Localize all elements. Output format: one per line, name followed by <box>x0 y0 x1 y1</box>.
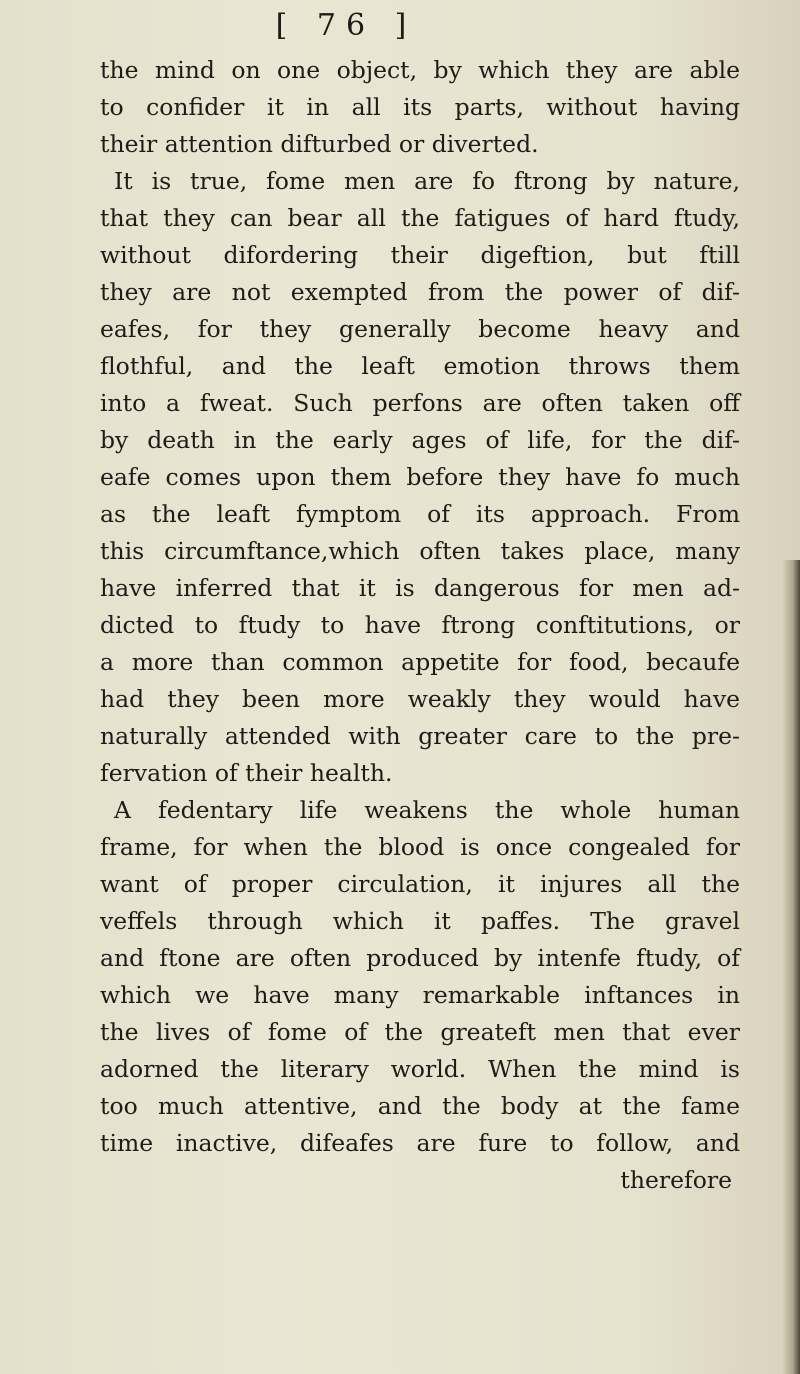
text-line: frame, for when the blood is once congealed for <box>100 833 740 861</box>
text-line: fervation of their health. <box>100 759 393 787</box>
text-line: want of proper circulation, it injures all the <box>100 870 740 898</box>
text-line: too much attentive, and the body at the fame <box>100 1092 740 1120</box>
text-line: A fedentary life weakens the whole human <box>114 796 740 824</box>
text-line: the lives of fome of the greateft men that ever <box>100 1018 740 1046</box>
text-line: have inferred that it is dangerous for men ad- <box>100 574 740 602</box>
text-line: their attention difturbed or diverted. <box>100 130 539 158</box>
text-line: It is true, fome men are fo ftrong by nature, <box>114 167 740 195</box>
page-edge-shadow <box>782 560 800 1374</box>
text-line: this circumftance,which often takes place, many <box>100 537 740 565</box>
text-line: dicted to ftudy to have ftrong conftitutions, or <box>100 611 740 639</box>
text-line: eafe comes upon them before they have fo much <box>100 463 740 491</box>
text-line: as the leaft fymptom of its approach. From <box>100 500 740 528</box>
text-line: by death in the early ages of life, for the dif- <box>100 426 740 454</box>
text-line: eafes, for they generally become heavy and <box>100 315 740 343</box>
text-line: without difordering their digeftion, but ftill <box>100 241 740 269</box>
text-line: had they been more weakly they would have <box>100 685 740 713</box>
text-line: naturally attended with greater care to the pre- <box>100 722 740 750</box>
text-line: they are not exempted from the power of dif- <box>100 278 740 306</box>
text-line: the mind on one object, by which they are able <box>100 56 740 84</box>
body-text <box>100 52 740 1199</box>
text-line: and ftone are often produced by intenfe ftudy, of <box>100 944 740 972</box>
text-line: a more than common appetite for food, becaufe <box>100 648 740 676</box>
text-line: time inactive, difeafes are fure to follow, and <box>100 1129 740 1157</box>
text-line: flothful, and the leaft emotion throws them <box>100 352 740 380</box>
text-line: adorned the literary world. When the mind is <box>100 1055 740 1083</box>
text-line: which we have many remarkable inftances in <box>100 981 740 1009</box>
page-number: [ 76 ] <box>275 8 417 43</box>
text-line: veffels through which it paffes. The gravel <box>100 907 740 935</box>
text-line: into a fweat. Such perfons are often taken off <box>100 389 740 417</box>
text-line: to confider it in all its parts, without having <box>100 93 740 121</box>
catchword: therefore <box>620 1166 732 1194</box>
text-line: that they can bear all the fatigues of hard ftudy, <box>100 204 740 232</box>
